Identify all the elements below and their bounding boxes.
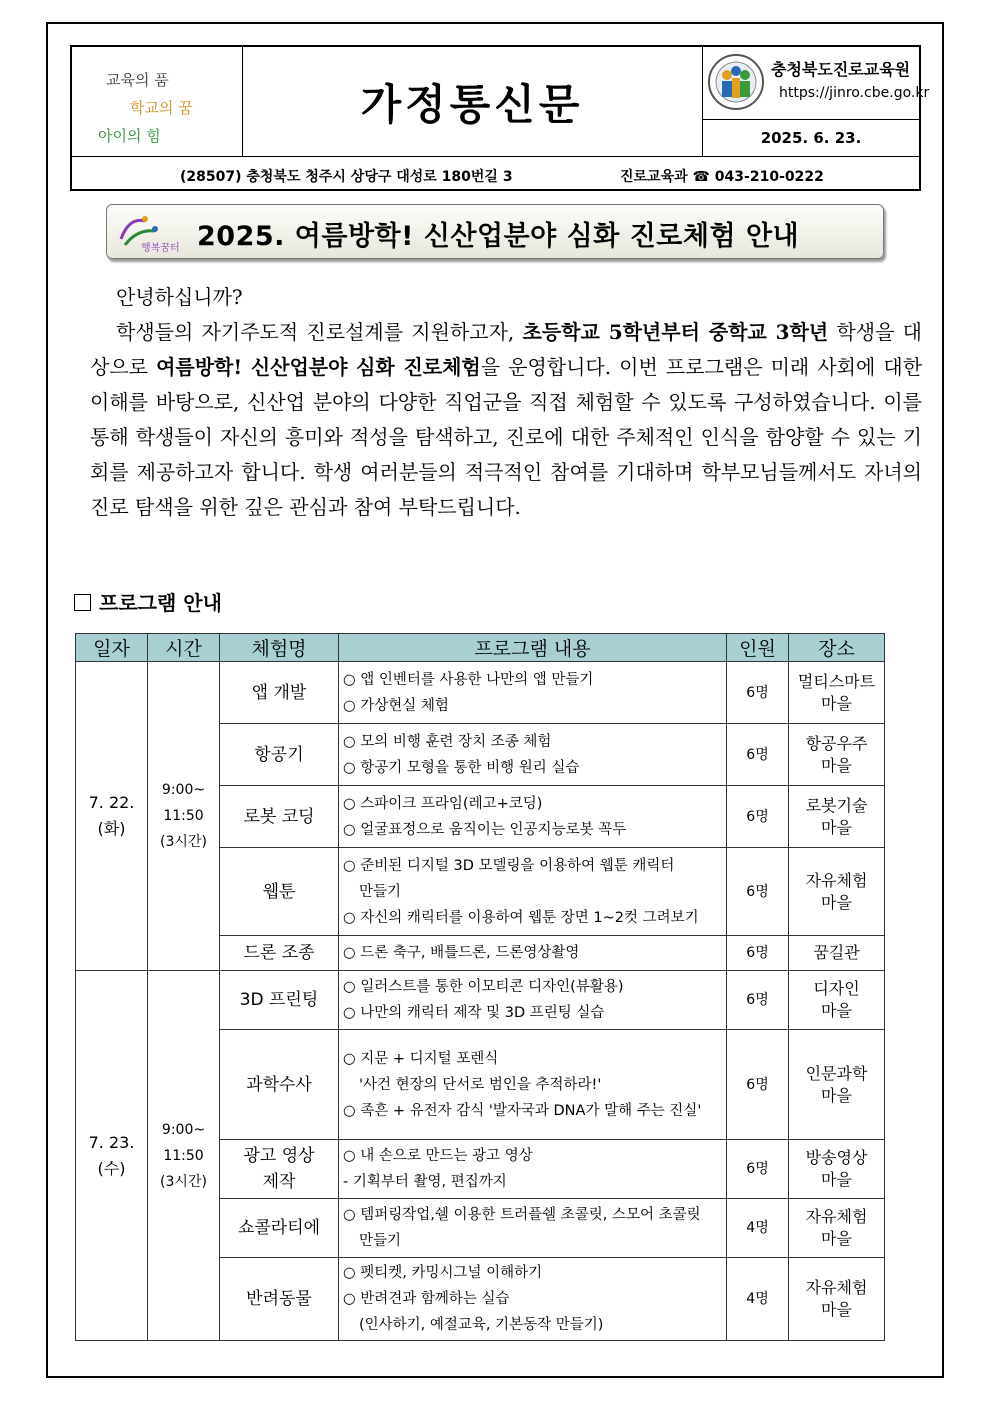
intro-paragraph: 학생들의 자기주도적 진로설계를 지원하고자, 초등학교 5학년부터 중학교 3학년 학생을 대상으로 여름방학! 신산업분야 심화 진로체험을 운영합니다. 이번 프로그램은 미래 사회에 대한 이해를 바탕으로, 신산업 분야의 다양한 직업군을 직접 체험할 수 있도록 구성하였습니다. 이를 통해 학생들이 자신의 흥미와 적성을 탐색하고, 진로에 대한 주체적인 인식을 함양할 수 있는 기회를 제공하고자 합니다. 학생 여러분들의 적극적인 참여를 기대하며 학부모님들께서도 자녀의 진로 탐색을 위한 깊은 관심과 참여 부탁드립니다.: [90, 320, 923, 519]
notice-title: 2025. 여름방학! 신산업분야 심화 진로체험 안내: [197, 221, 800, 252]
program-name: 반려동물: [220, 1258, 339, 1341]
time-cell: 9:00~ 11:50 (3시간): [148, 971, 220, 1341]
program-name: 로봇 코딩: [220, 786, 339, 848]
venue: 자유체험 마을: [789, 1258, 885, 1341]
venue: 인문과학 마을: [789, 1030, 885, 1140]
capacity: 6명: [727, 936, 789, 971]
program-name: 웹툰: [220, 848, 339, 936]
program-name: 쇼콜라티에: [220, 1199, 339, 1258]
col-header-time: 시간: [148, 634, 220, 662]
slogan-line-3: 아이의 힘: [98, 127, 161, 145]
col-header-name: 체험명: [220, 634, 339, 662]
happy-dream-logo-text: 행복꿈터: [141, 243, 180, 254]
capacity: 6명: [727, 662, 789, 724]
program-name: 드론 조종: [220, 936, 339, 971]
program-content: ○ 준비된 디지털 3D 모델링을 이용하여 웹툰 캐릭터 만들기 ○ 자신의 캐릭터를 이용하여 웹툰 장면 1~2컷 그려보기: [339, 848, 727, 936]
date-cell: 7. 22. (화): [76, 662, 148, 971]
program-content: ○ 스파이크 프라임(레고+코딩) ○ 얼굴표정으로 움직이는 인공지능로봇 꼭두: [339, 786, 727, 848]
letter-header: [70, 45, 930, 191]
table-row: [76, 971, 885, 1030]
table-header-row: [76, 634, 885, 662]
intro-text: [90, 280, 922, 525]
venue: 로봇기술 마을: [789, 786, 885, 848]
checkbox-icon: [74, 594, 91, 611]
table-row: [76, 662, 885, 724]
program-content: ○ 드론 축구, 배틀드론, 드론영상촬영: [339, 936, 727, 971]
col-header-count: 인원: [727, 634, 789, 662]
program-name: 항공기: [220, 724, 339, 786]
program-content: ○ 모의 비행 훈련 장치 조종 체험 ○ 항공기 모형을 통한 비행 원리 실습: [339, 724, 727, 786]
program-content: ○ 템퍼링작업,쉘 이용한 트러플쉘 초콜릿, 스모어 초콜릿 만들기: [339, 1199, 727, 1258]
capacity: 6명: [727, 848, 789, 936]
time-cell: 9:00~ 11:50 (3시간): [148, 662, 220, 971]
issuer-block: [702, 47, 930, 156]
capacity: 6명: [727, 971, 789, 1030]
program-name: 앱 개발: [220, 662, 339, 724]
slogan-logo: [72, 47, 243, 156]
capacity: 4명: [727, 1258, 789, 1341]
capacity: 4명: [727, 1199, 789, 1258]
address-bar: [72, 156, 919, 189]
education-office-seal-icon: [707, 53, 765, 111]
date-cell: 7. 23. (수): [76, 971, 148, 1341]
slogan-line-2: 학교의 꿈: [130, 99, 193, 117]
slogan-logo-graphic: [72, 47, 242, 156]
program-name: 3D 프린팅: [220, 971, 339, 1030]
slogan-line-1: 교육의 품: [106, 71, 169, 89]
issue-date: 2025. 6. 23.: [760, 128, 862, 147]
greeting: 안녕하십니까?: [116, 285, 243, 309]
address: (28507) 충청북도 청주시 상당구 대성로 180번길 3: [180, 169, 513, 185]
venue: 자유체험 마을: [789, 1199, 885, 1258]
program-content: ○ 지문 + 디지털 포렌식 '사건 현장의 단서로 범인을 추적하라!' ○ 족흔 + 유전자 감식 '발자국과 DNA가 말해 주는 진실': [339, 1030, 727, 1140]
program-content: ○ 내 손으로 만드는 광고 영상 - 기획부터 촬영, 편집까지: [339, 1140, 727, 1199]
program-content: ○ 일러스트를 통한 이모티콘 디자인(뷰활용) ○ 나만의 캐릭터 제작 및 3D 프린팅 실습: [339, 971, 727, 1030]
capacity: 6명: [727, 1140, 789, 1199]
org-name: 충청북도진로교육원: [771, 60, 911, 79]
capacity: 6명: [727, 1030, 789, 1140]
capacity: 6명: [727, 786, 789, 848]
program-name: 광고 영상 제작: [220, 1140, 339, 1199]
org-url[interactable]: https://jinro.cbe.go.kr: [779, 85, 930, 101]
contact: 진로교육과 ☎ 043-210-0222: [620, 169, 824, 185]
venue: 멀티스마트 마을: [789, 662, 885, 724]
section-heading: [74, 587, 222, 616]
happy-dream-logo-icon: [115, 209, 191, 255]
venue: 항공우주 마을: [789, 724, 885, 786]
program-content: ○ 앱 인벤터를 사용한 나만의 앱 만들기 ○ 가상현실 체험: [339, 662, 727, 724]
col-header-date: 일자: [76, 634, 148, 662]
venue: 꿈길관: [789, 936, 885, 971]
col-header-place: 장소: [789, 634, 885, 662]
program-table: [75, 633, 885, 1341]
venue: 자유체험 마을: [789, 848, 885, 936]
venue: 방송영상 마을: [789, 1140, 885, 1199]
program-name: 과학수사: [220, 1030, 339, 1140]
section-title: 프로그램 안내: [99, 591, 222, 615]
page-title: 가정통신문: [360, 79, 584, 129]
capacity: 6명: [727, 724, 789, 786]
title-banner: [106, 204, 884, 259]
venue: 디자인 마을: [789, 971, 885, 1030]
col-header-content: 프로그램 내용: [339, 634, 727, 662]
program-content: ○ 펫티켓, 카밍시그널 이해하기 ○ 반려견과 함께하는 실습 (인사하기, 예절교육, 기본동작 만들기): [339, 1258, 727, 1341]
issuer-org: [703, 47, 930, 120]
